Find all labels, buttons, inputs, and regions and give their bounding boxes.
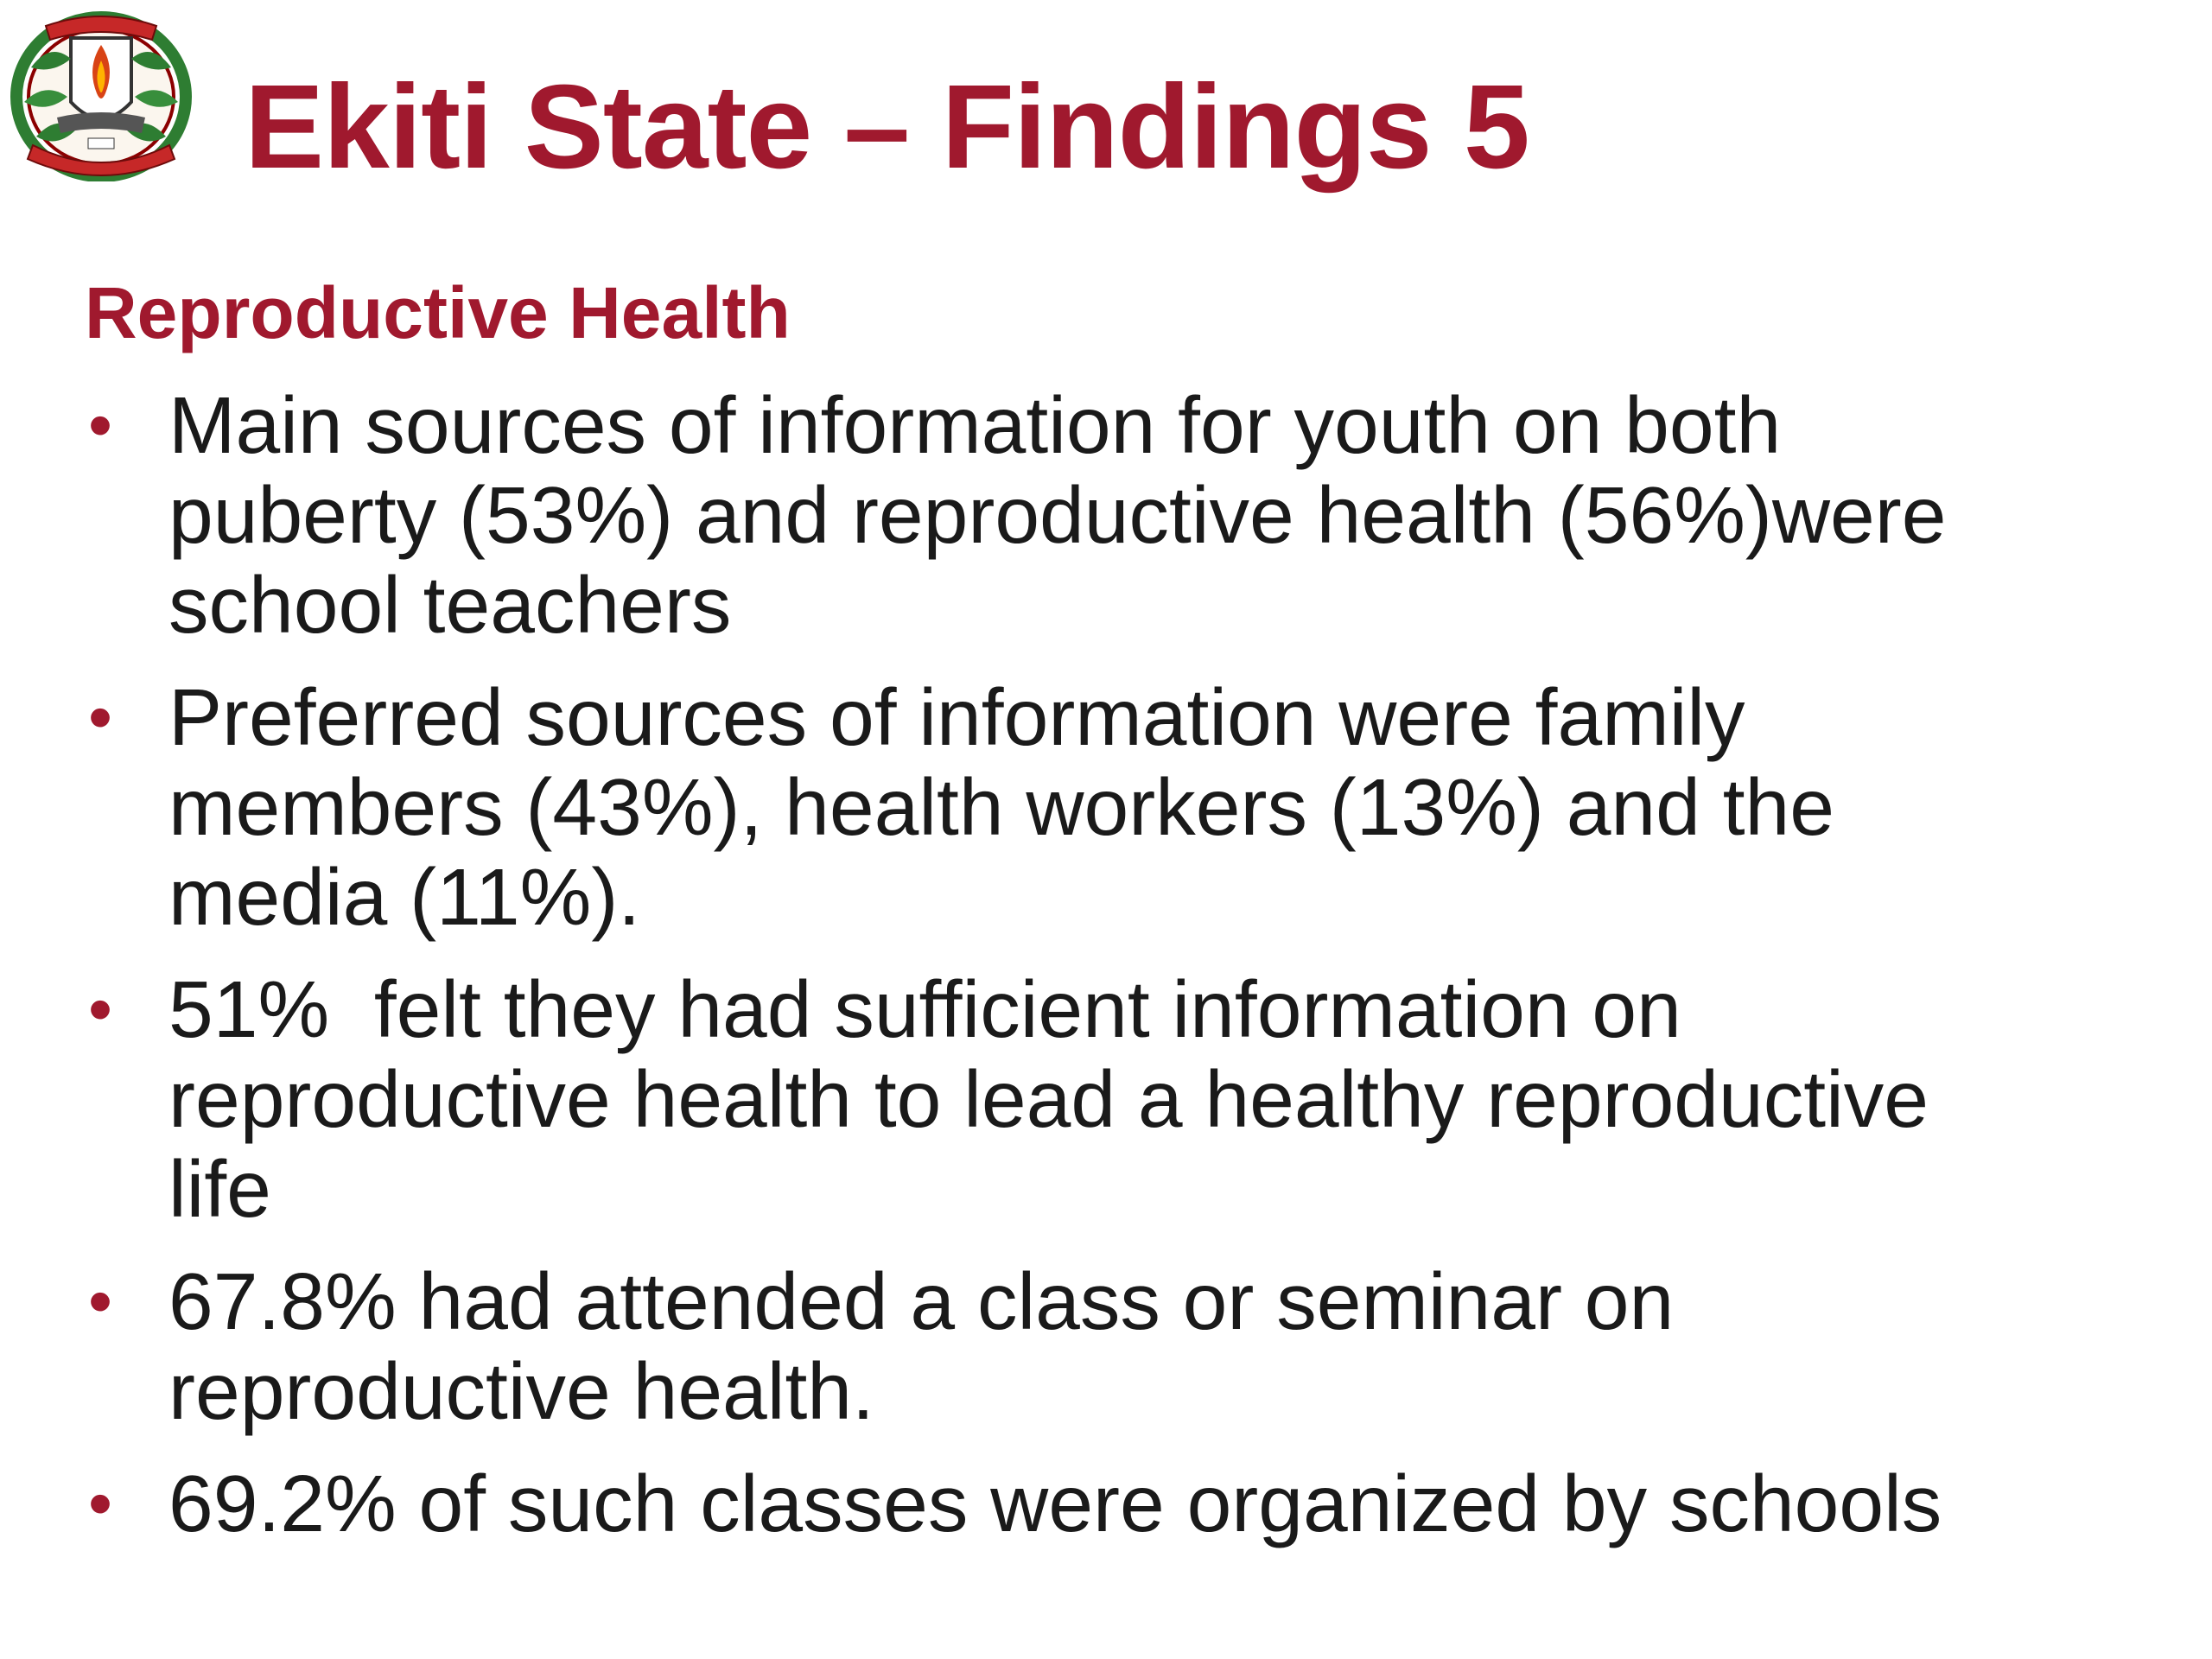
bullet-line: puberty (53%) and reproductive health (56%)were	[168, 470, 1947, 560]
bullet-marker: •	[88, 678, 113, 755]
bullet-item-sources-of-information	[85, 380, 2176, 650]
bullet-line: school teachers	[168, 560, 732, 650]
bullet-line: reproductive health to lead a healthy reproductive	[168, 1054, 1929, 1144]
findings-bullet-list	[85, 380, 2176, 1571]
bullet-line: life	[168, 1144, 271, 1234]
bullet-marker: •	[88, 970, 113, 1047]
bullet-marker: •	[88, 1465, 113, 1541]
bullet-item-preferred-sources	[85, 672, 2176, 942]
bullet-line: 67.8% had attended a class or seminar on	[168, 1256, 1675, 1346]
bullet-item-sufficient-information	[85, 964, 2176, 1234]
slide-title: Ekiti State – Findings 5	[245, 60, 1529, 194]
bullet-line: reproductive health.	[168, 1346, 874, 1436]
bullet-line: Preferred sources of information were family	[168, 672, 1745, 762]
bullet-line: 51% felt they had sufficient information on	[168, 964, 1681, 1054]
bullet-item-attended-class	[85, 1256, 2176, 1436]
bullet-line: 69.2% of such classes were organized by schools	[168, 1459, 1942, 1548]
bullet-line: members (43%), health workers (13%) and the	[168, 762, 1834, 852]
bullet-line: Main sources of information for youth on both	[168, 380, 1782, 470]
section-heading: Reproductive Health	[85, 272, 791, 353]
bullet-marker: •	[88, 386, 113, 463]
coat-of-arms-logo	[7, 7, 195, 181]
bullet-item-organized-by-schools	[85, 1459, 2176, 1548]
bullet-line: media (11%).	[168, 852, 641, 942]
bullet-marker: •	[88, 1262, 113, 1339]
